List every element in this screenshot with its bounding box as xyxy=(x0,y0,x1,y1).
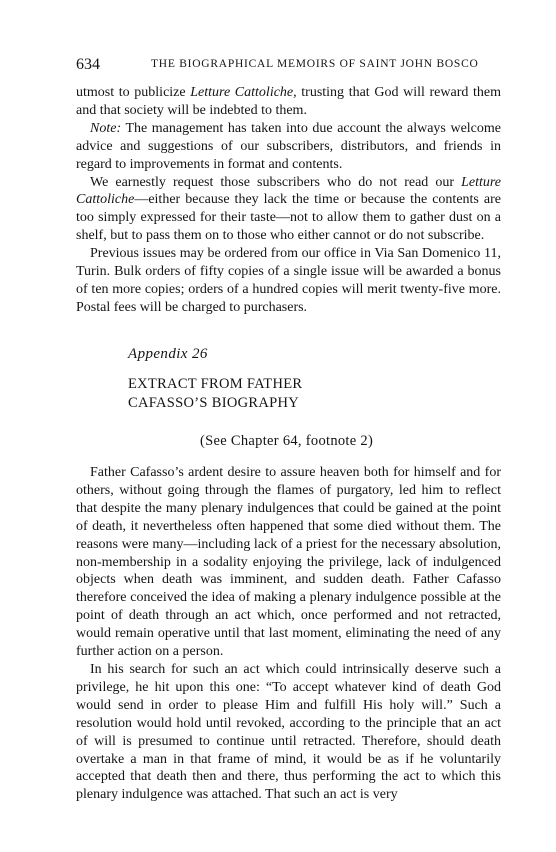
appendix-title-line: EXTRACT FROM FATHER xyxy=(128,376,303,392)
text-run: utmost to publicize xyxy=(76,85,191,100)
appendix-title-line: CAFASSO’S BIOGRAPHY xyxy=(128,395,300,411)
appendix-title xyxy=(128,375,302,413)
text-run: In his search for such an act which could intrinsically deserve such a privilege, he hit upon this one: “To accept whatever kind of death God would send in order to please Him and fulfill His holy will.” Such a resolution would hold until revoked, according to the principle that an act of will is presumed to continue until retracted. Therefore, should death overtake a man in that frame of mind, it would be as if he voluntarily accepted that death then and there, thus performing the act to which this plenary indulgence was attached. That such an act is very xyxy=(76,661,501,803)
paragraph xyxy=(76,245,501,317)
paragraph xyxy=(76,84,501,120)
paragraph xyxy=(76,464,501,661)
italic-text: Letture Cattoliche, xyxy=(190,85,297,100)
text-run: Previous issues may be ordered from our office in Via San Domenico 11, Turin. Bulk orders of fifty copies of a single issue will be awarded a bonus of ten more copies; orders of a hundred copies will merit twenty-five more. Postal fees will be charged to purchasers. xyxy=(76,246,501,315)
text-run: —either because they lack the time or because the contents are too simply expressed for their taste—not to allow them to gather dust on a shelf, but to pass them on to those who either cannot or do not subscribe. xyxy=(76,192,501,244)
italic-text: Note: xyxy=(90,120,122,136)
text-run: trusting that God will reward them and that society will be indebted to them. xyxy=(76,85,501,118)
text-run: We earnestly request those subscribers who do not read our xyxy=(90,174,462,190)
italic-text: Letture Cattoliche xyxy=(76,174,501,208)
text-run: The management has taken into due account the always welcome advice and suggestions of our subscribers, distributors, and friends in regard to improvements in format and contents. xyxy=(76,120,501,172)
paragraph xyxy=(76,661,501,804)
page-number: 634 xyxy=(76,56,100,73)
appendix-text-block xyxy=(76,464,501,804)
appendix-reference: (See Chapter 64, footnote 2) xyxy=(200,433,374,449)
paragraph xyxy=(76,120,501,174)
top-text-block xyxy=(76,84,501,317)
appendix-label: Appendix 26 xyxy=(128,346,208,362)
running-head: THE BIOGRAPHICAL MEMOIRS OF SAINT JOHN BOSCO xyxy=(151,58,479,70)
paragraph xyxy=(76,174,501,246)
text-run: Father Cafasso’s ardent desire to assure heaven both for himself and for others, without going through the flames of purgatory, led him to reflect that despite the many plenary indulgences that could be gained at the point of death, it nevertheless often happened that some died without them. The reasons were many—including lack of a priest for the necessary absolution, non-membership in a sodality enjoying the privilege, lack of indulgenced objects when death was imminent, and sudden death. Father Cafasso therefore conceived the idea of making a plenary indulgence possible at the point of death through an act which, once performed and not retracted, would remain operative until that last moment, eliminating the need of any further action on a person. xyxy=(76,465,501,660)
page-header xyxy=(76,56,500,76)
